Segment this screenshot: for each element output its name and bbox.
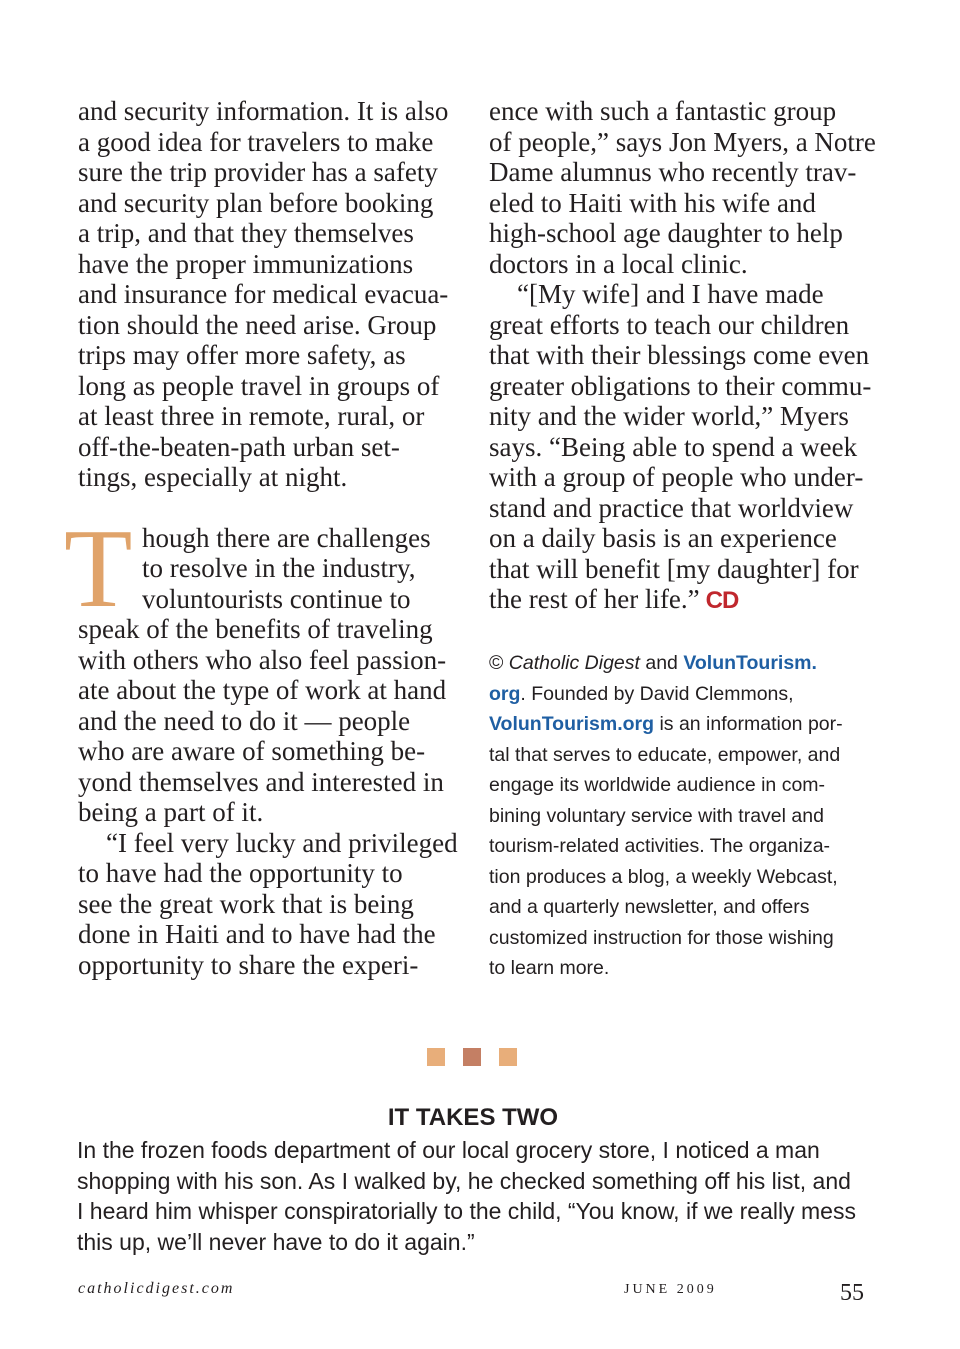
text-line: greater obligations to their commu- (489, 370, 872, 401)
text-line: and security information. It is also (78, 96, 449, 126)
text-line: ate about the type of work at hand (78, 675, 447, 705)
text-line: high-school age daughter to help (489, 218, 843, 248)
text-line: that will benefit [my daughter] for (489, 553, 859, 584)
text-line: done in Haiti and to have had the (78, 919, 436, 949)
text-line: eled to Haiti with his wife and (489, 187, 816, 218)
text-line: Dame alumnus who recently trav- (489, 157, 857, 187)
text-line: “I feel very lucky and privileged (106, 827, 458, 858)
text-line: I heard him whisper conspiratorially to the child, “You know, if we really mess (77, 1198, 856, 1224)
text-line: nity and the wider world,” Myers (489, 401, 849, 431)
footer-url[interactable]: catholicdigest.com (78, 1280, 235, 1297)
text-line: tion should the need arise. Group (78, 309, 437, 340)
footer-date: JUNE 2009 (624, 1282, 717, 1297)
credit-line: and a quarterly newsletter, and offers (489, 896, 810, 918)
short-item-title: IT TAKES TWO (387, 1104, 559, 1131)
text-line: “[My wife] and I have made (517, 279, 824, 309)
text-line: great efforts to teach our children (489, 309, 850, 340)
text-line: sure the trip provider has a safety (78, 157, 438, 187)
voluntourism-link-2[interactable]: VolunTourism.org (489, 713, 655, 735)
divider-square (463, 1048, 481, 1066)
credit-line (489, 679, 874, 710)
text-line: and the need to do it — people (78, 705, 411, 736)
text-line: opportunity to share the experi- (78, 949, 419, 980)
text-line: of people,” says Jon Myers, a Notre (489, 126, 876, 157)
credit-line (489, 709, 874, 740)
text-line: In the frozen foods department of our local grocery store, I noticed a man (77, 1137, 820, 1163)
voluntourism-link-1[interactable]: VolunTourism. (683, 652, 817, 674)
credit-and: and (645, 652, 678, 674)
credit-line (489, 648, 874, 679)
text-line: with others who also feel passion- (78, 644, 447, 675)
text-line: hough there are challenges (142, 522, 431, 553)
text-line: off-the-beaten-path urban set- (78, 431, 400, 462)
left-column (64, 96, 458, 980)
credit-line: tion produces a blog, a weekly Webcast, (489, 865, 838, 888)
right-column (489, 96, 874, 617)
credit-block (489, 648, 874, 984)
left-para-3 (78, 828, 458, 981)
credit-line: customized instruction for those wishing (489, 926, 834, 949)
divider-square (427, 1048, 445, 1066)
text-line: a trip, and that they themselves (78, 218, 414, 248)
credit-line: tourism-related activities. The organiza- (489, 835, 831, 857)
credit-line: engage its worldwide audience in com- (489, 774, 826, 796)
copyright-symbol: © (489, 652, 504, 674)
text-line: and insurance for medical evacua- (78, 279, 449, 309)
text-line: trips may offer more safety, as (78, 340, 406, 370)
short-item-body (77, 1135, 877, 1257)
text-line (489, 584, 874, 617)
divider-square (499, 1048, 517, 1066)
credit-founded: . Founded by David Clemmons, (520, 682, 794, 705)
page-number: 55 (840, 1280, 864, 1306)
text-line: yond themselves and interested in (78, 766, 444, 797)
text-line: long as people travel in groups of (78, 370, 440, 401)
text-line: this up, we’ll never have to do it again.” (77, 1228, 475, 1255)
right-para-1 (489, 96, 874, 279)
credit-line: to learn more. (489, 957, 610, 979)
text-line-content: the rest of her life.” (489, 584, 700, 614)
text-line: who are aware of something be- (78, 736, 426, 766)
text-line: have the proper immunizations (78, 248, 414, 279)
credit-line: tal that serves to educate, empower, and (489, 743, 841, 766)
text-line: to resolve in the industry, (142, 553, 416, 583)
text-line: says. “Being able to spend a week (489, 431, 858, 462)
text-line: see the great work that is being (78, 888, 414, 919)
text-line: at least three in remote, rural, or (78, 401, 425, 431)
text-line: speak of the benefits of traveling (78, 614, 433, 644)
text-line: a good idea for travelers to make (78, 126, 434, 157)
left-para-2 (64, 506, 458, 828)
text-line: on a daily basis is an experience (489, 523, 837, 553)
drop-cap: T (64, 506, 133, 631)
text-line: to have had the opportunity to (78, 858, 403, 888)
credit-line: bining voluntary service with travel and (489, 804, 824, 827)
magazine-name: Catholic Digest (508, 652, 640, 674)
end-mark: CD (705, 587, 739, 614)
credit-text: is an information por- (659, 713, 843, 735)
text-line: voluntourists continue to (142, 583, 411, 614)
text-line: being a part of it. (78, 797, 264, 827)
text-line: tings, especially at night. (78, 462, 348, 492)
text-line: shopping with his son. As I walked by, he checked something off his list, and (77, 1167, 851, 1194)
text-line: with a group of people who under- (489, 462, 864, 492)
text-line: that with their blessings come even (489, 340, 870, 370)
text-line: ence with such a fantastic group (489, 96, 837, 126)
text-line: stand and practice that worldview (489, 492, 854, 523)
left-para-1 (78, 96, 458, 493)
voluntourism-link-1-suffix[interactable]: org (489, 682, 521, 705)
right-para-2 (489, 279, 874, 617)
text-line: doctors in a local clinic. (489, 248, 748, 279)
text-line: and security plan before booking (78, 187, 434, 218)
